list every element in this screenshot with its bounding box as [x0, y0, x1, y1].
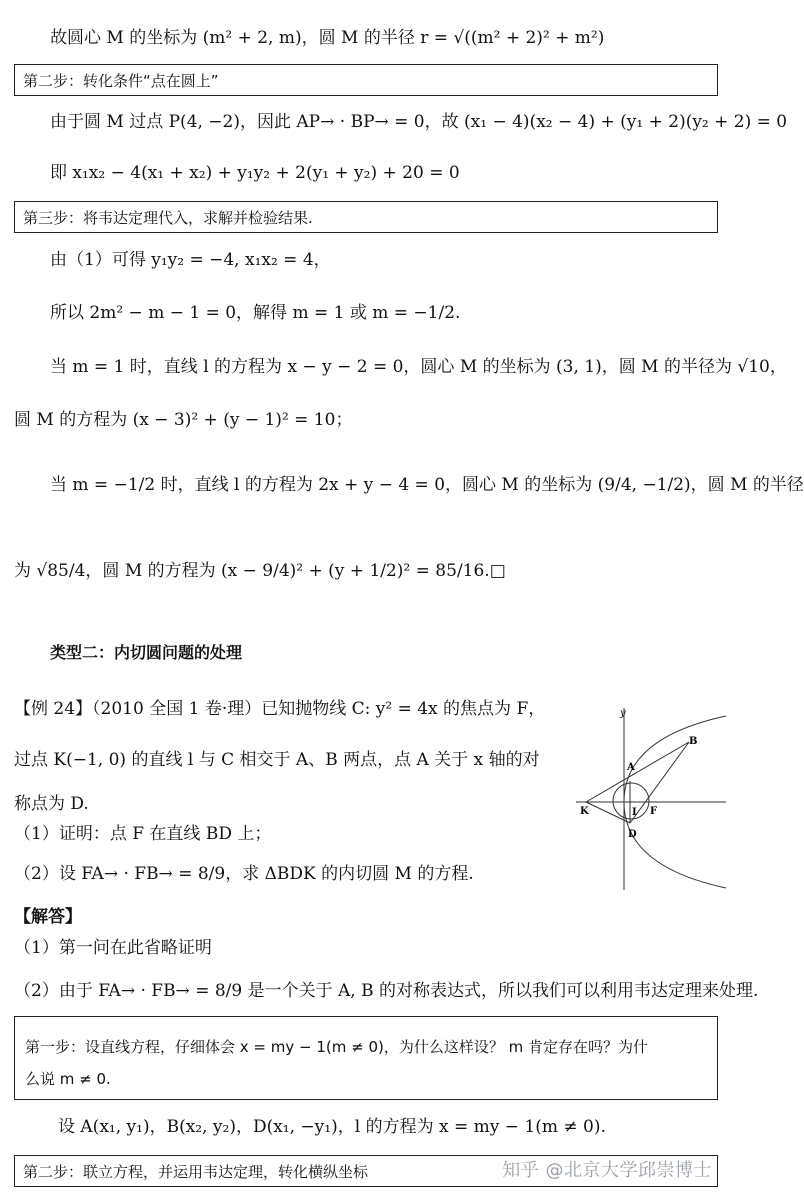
watermark: 知乎 @北京大学邱崇博士	[502, 1160, 712, 1181]
text-line: 当 m = 1 时，直线 l 的方程为 x − y − 2 = 0，圆心 M 的坐标为 (3, 1)，圆 M 的半径为 √10，	[50, 357, 787, 377]
text-line: 由于圆 M 过点 P(4, −2)，因此 AP→ · BP→ = 0，故 (x₁ − 4)(x₂ − 4) + (y₁ + 2)(y₂ + 2) = 0	[50, 112, 788, 132]
label-a: A	[627, 762, 635, 773]
text-line: 称点为 D.	[14, 794, 89, 814]
text-line: 由（1）可得 y₁y₂ = −4, x₁x₂ = 4，	[50, 250, 331, 270]
text-line: 故圆心 M 的坐标为 (m² + 2, m)，圆 M 的半径 r = √((m² + 2)² + m²)	[50, 28, 605, 48]
step-box-text: 第一步：设直线方程，仔细体会 x = my − 1(m ≠ 0)，为什么这样设？ m 肯定存在吗？为什	[25, 1038, 649, 1056]
text-line: （1）第一问在此省略证明	[14, 938, 212, 958]
section-heading: 类型二：内切圆问题的处理	[50, 643, 243, 662]
line-bd	[630, 742, 689, 823]
parabola-figure	[576, 700, 726, 890]
line-kd	[586, 802, 630, 823]
step-box	[14, 201, 718, 233]
label-y: y	[620, 708, 626, 719]
step-box-text: 第二步：联立方程，并运用韦达定理，转化横纵坐标	[23, 1162, 369, 1181]
step-box	[14, 64, 718, 96]
text-line: 圆 M 的方程为 (x − 3)² + (y − 1)² = 10；	[14, 410, 353, 430]
text-line: 设 A(x₁, y₁)，B(x₂, y₂)，D(x₁, −y₁)，l 的方程为 x = my − 1(m ≠ 0).	[58, 1117, 606, 1137]
label-k: K	[580, 806, 589, 817]
text-line: （2）设 FA→ · FB→ = 8/9，求 ΔBDK 的内切圆 M 的方程.	[14, 864, 474, 884]
text-line: （1）证明：点 F 在直线 BD 上；	[14, 824, 272, 844]
label-f: F	[650, 806, 658, 817]
text-line: 过点 K(−1, 0) 的直线 l 与 C 相交于 A、B 两点，点 A 关于 x 轴的对	[14, 750, 540, 770]
text-line: 所以 2m² − m − 1 = 0，解得 m = 1 或 m = −1/2.	[50, 303, 461, 323]
text-line: 即 x₁x₂ − 4(x₁ + x₂) + y₁y₂ + 2(y₁ + y₂) + 20 = 0	[50, 163, 460, 183]
text-line: 【解答】	[14, 907, 82, 927]
step-box	[14, 1016, 718, 1100]
step-box-text: 第三步：将韦达定理代入，求解并检验结果.	[23, 208, 313, 227]
text-line: 为 √85/4，圆 M 的方程为 (x − 9/4)² + (y + 1/2)² = 85/16.□	[14, 561, 506, 581]
line-kb	[586, 742, 689, 802]
text-line: 【例 24】（2010 全国 1 卷·理）已知抛物线 C: y² = 4x 的焦点为 F，	[14, 699, 546, 719]
incircle	[613, 783, 649, 819]
text-line: （2）由于 FA→ · FB→ = 8/9 是一个关于 A, B 的对称表达式，所以我们可以利用韦达定理来处理.	[14, 981, 759, 1001]
parabola-curve	[624, 716, 726, 802]
parabola-curve	[624, 802, 726, 888]
label-b: B	[689, 736, 698, 747]
text-line: 当 m = −1/2 时，直线 l 的方程为 2x + y − 4 = 0，圆心 M 的坐标为 (9/4, −1/2)，圆 M 的半径	[50, 475, 804, 495]
label-d: D	[628, 829, 637, 840]
step-box-text: 第二步：转化条件“点在圆上”	[23, 71, 219, 90]
step-box-text: 么说 m ≠ 0.	[25, 1070, 111, 1088]
label-i: I	[632, 807, 637, 818]
